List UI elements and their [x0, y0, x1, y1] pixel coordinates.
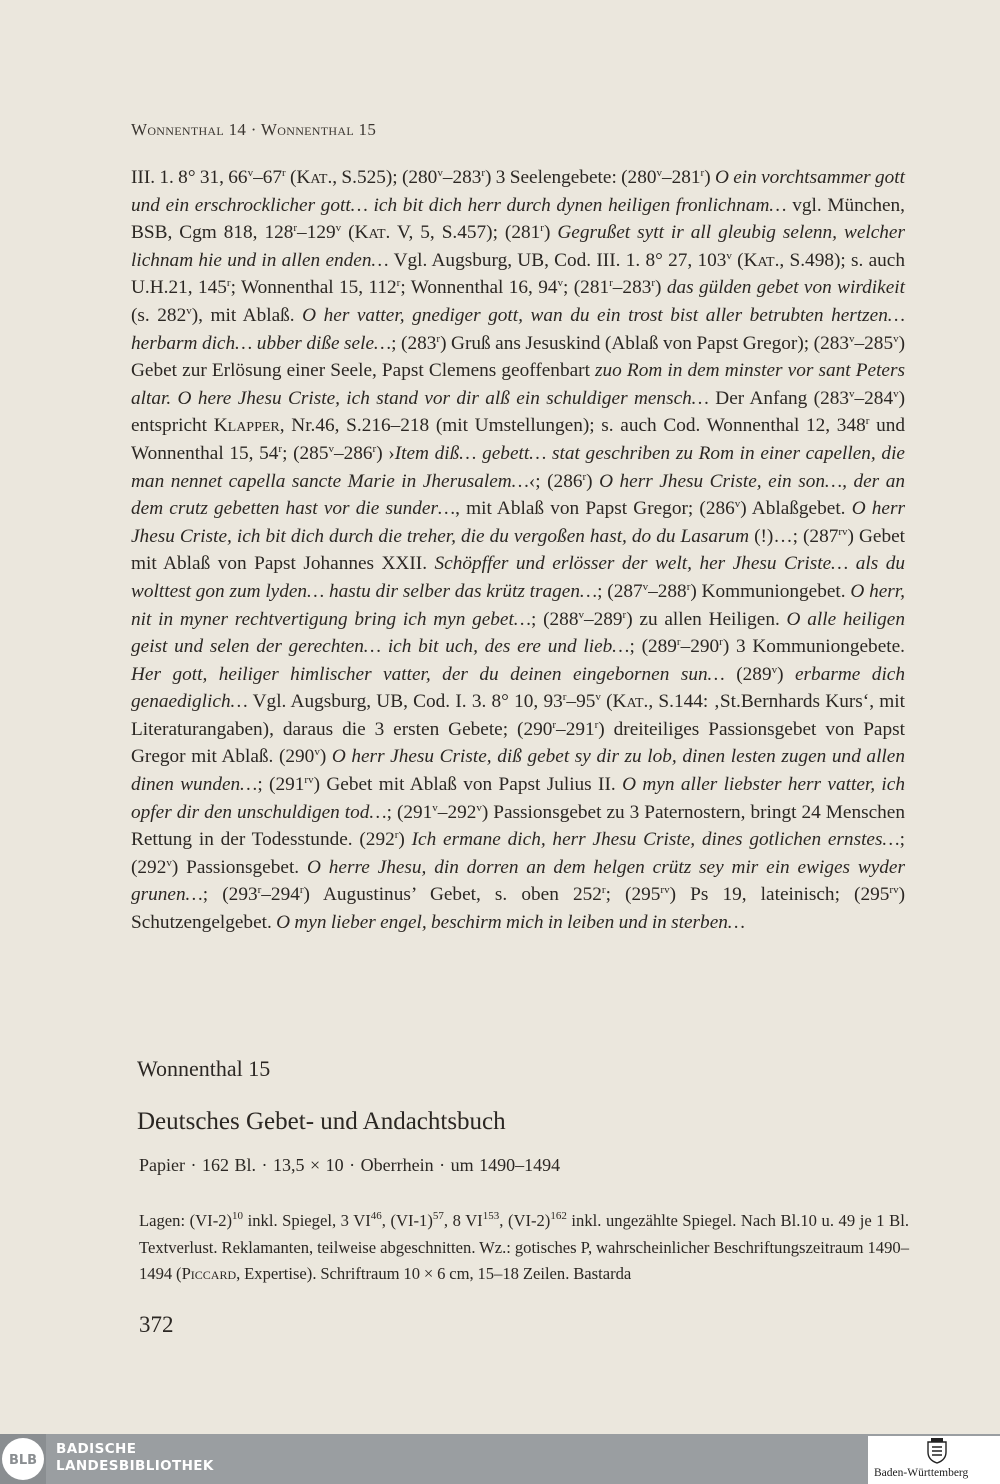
- body-text: III. 1. 8° 31, 66$^v$–67$^r$ (Kat., S.525); (280$^v$–283$^r$) 3 Seelengebete: (280$^v$–281$^r$) O ein vorchtsammer gott und ein erschrocklicher gott… ich bit dich herr durch dynen heiligen fronlichnam… vgl. München, BSB, Cgm 818, 128$^r$–129$^v$ (Kat. V, 5, S.457); (281$^r$) Gegrußet sytt ir all gleubig selenn, welcher lichnam hie und in allen enden… Vgl. Augsburg, UB, Cod. III. 1. 8° 27, 103$^v$ (Kat., S.498); s. auch U.H.21, 145$^r$; Wonnenthal 15, 112$^r$; Wonnenthal 16, 94$^v$; (281$^r$–283$^r$) das gülden gebet von wirdikeit (s. 282$^v$), mit Ablaß. O her vatter, gnediger gott, wan du ein trost bist aller betrubten hertzen… herbarm dich… ubber diße sele…; (283$^r$) Gruß ans Jesuskind (Ablaß von Papst Gregor); (283$^v$–285$^v$) Gebet zur Erlösung einer Seele, Papst Clemens geoffenbart zuo Rom in dem minster vor sant Peters altar. O here Jhesu Criste, ich stand vor dir alß ein schuldiger mensch… Der Anfang (283$^v$–284$^v$) entspricht Klapper, Nr.46, S.216–218 (mit Umstellungen); s. auch Cod. Wonnenthal 12, 348$^r$ und Wonnenthal 15, 54$^r$; (285$^v$–286$^r$) ›Item diß… gebett… stat geschriben zu Rom in einer capellen, die man nennet capella sancte Marie in Jherusalem…‹; (286$^r$) O herr Jhesu Criste, ein son…, der an dem crutz gebetten hast vor die sunder…, mit Ablaß von Papst Gregor; (286$^v$) Ablaßgebet. O herr Jhesu Criste, ich bit dich durch die treher, die du vergoßen hast, do du Lasarum (!)…; $(287^{rv})$ Gebet mit Ablaß von Papst Johannes XXII. Schöpffer und erlösser der welt, her Jhesu Criste… als du wolttest gon zum lyden… hastu dir selber das krütz tragen…; (287$^v$–288$^r$) Kommuniongebet. O herr, nit in myner rechtvertigung bring ich myn gebet…; (288$^v$–289$^r$) zu allen Heiligen. O alle heiligen geist und selen der gerechten… ich bit uch, des ere und lieb…; (289$^r$–290$^r$) 3 Kommuniongebete. Her gott, heiliger himlischer vatter, der du deinen eingebornen sun… (289$^v$) erbarme dich genaediglich… Vgl. Augsburg, UB, Cod. I. 3. 8° 10, 93$^r$–95$^v$ (Kat., S.144: ‚St.Bernhards Kurs‘, mit Literaturangaben), daraus die 3 ersten Gebete; (290$^r$–291$^r$) dreiteiliges Passionsgebet von Papst Gregor mit Ablaß. (290$^v$) O herr Jhesu Criste, diß gebet sy dir zu lob, dinen lesten zugen und allen dinen wunden…; $(291^{rv})$ Gebet mit Ablaß von Papst Julius II. O myn aller liebster herr vatter, ich opfer dir den unschuldigen tod…; (291$^v$–292$^v$) Passionsgebet zu 3 Paternostern, bringt 24 Menschen Rettung in der Todesstunde. (292$^r$) Ich ermane dich, herr Jhesu Criste, dines gotlichen ernstes…; (292$^v$) Passionsgebet. O herre Jhesu, din dorren an dem helgen crütz sey mir ein ewiges wyder grunen…; (293$^r$–294$^r$) Augustinus’ Gebet, s. oben 252$^r$; $(295^{rv})$ Ps 19, lateinisch; $(295^{rv})$ Schutzengelgebet. O myn lieber engel, beschirm mich in leiben und in sterben…: [131, 167, 906, 934]
- page-number: 372: [139, 1312, 174, 1337]
- library-name-line1: BADISCHE: [56, 1441, 137, 1457]
- running-head: Wonnenthal 14 · Wonnenthal 15: [131, 120, 377, 139]
- library-name[interactable]: [56, 1441, 214, 1475]
- library-name-line2: LANDESBIBLIOTHEK: [56, 1458, 214, 1474]
- blb-logo-text: BLB: [8, 1453, 38, 1468]
- state-logo[interactable]: [868, 1436, 1000, 1484]
- state-label: Baden-Württemberg: [874, 1467, 969, 1479]
- state-crest-icon: [926, 1438, 948, 1464]
- entry-meta: Papier · 162 Bl. · 13,5 × 10 · Oberrhein · um 1490–1494: [139, 1155, 561, 1175]
- entry-title: Deutsches Gebet- und Andachtsbuch: [137, 1108, 506, 1135]
- entry-heading: Wonnenthal 15: [137, 1056, 271, 1081]
- entry-description: Lagen: $(VI-2)^{10}$ inkl. Spiegel, 3 VI$^{46}$, $(VI-1)^{57}$, 8 VI$^{153}$, $(VI-2)^{162}$ inkl. ungezählte Spiegel. Nach Bl.10 u. 49 je 1 Bl. Textverlust. Reklamanten, teilweise abgeschnitten. Wz.: gotisches P, wahrscheinlicher Beschriftungszeitraum 1490–1494 (Piccard, Expertise). Schriftraum 10 × 6 cm, 15–18 Zeilen. Bastarda: [139, 1210, 909, 1283]
- blb-logo-icon[interactable]: [0, 1434, 46, 1484]
- footer-bar: [0, 1434, 1000, 1484]
